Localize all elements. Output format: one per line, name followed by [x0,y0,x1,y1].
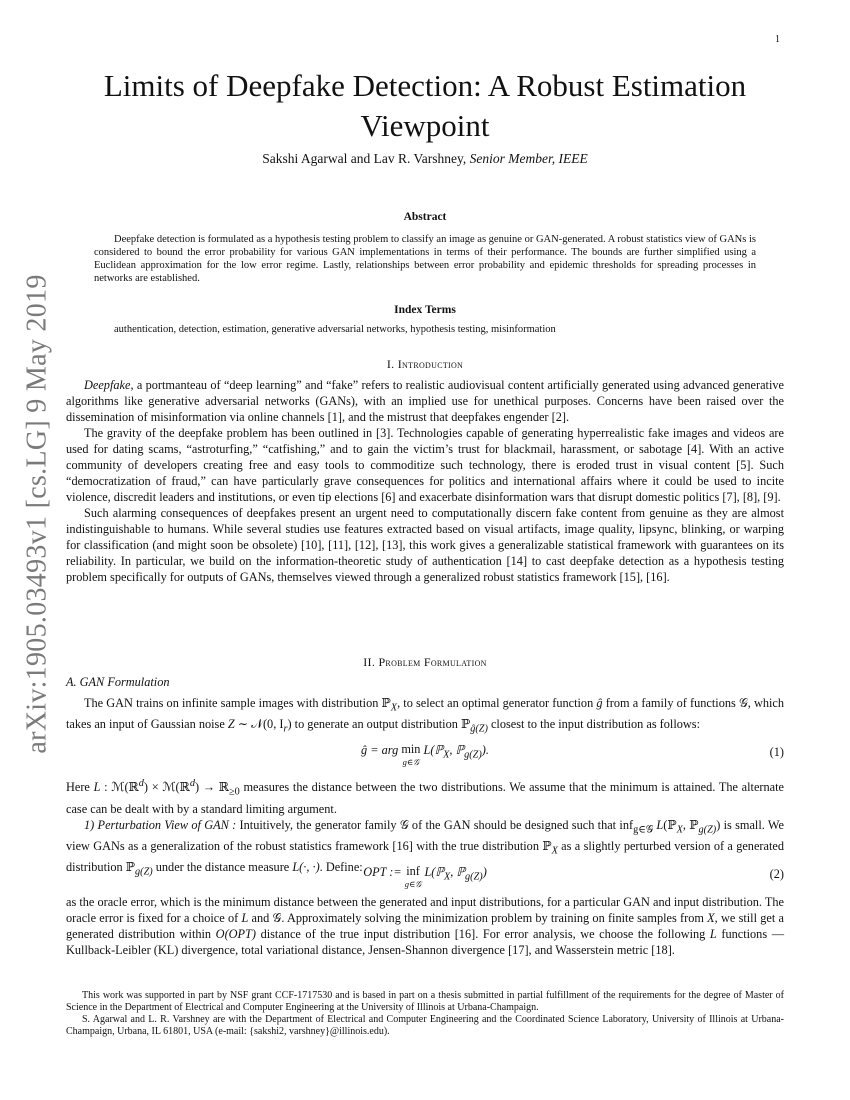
math-symbol: ĝ [596,696,603,710]
math-symbol: ℙ [455,743,465,757]
math-symbol: ℙ [125,860,136,875]
math-symbol: (OPT) [224,927,256,941]
math-symbol: L [93,780,101,795]
gan-paragraph-1 [66,695,784,738]
math-symbol: , [449,743,456,757]
section-title: Introduction [397,357,464,371]
gan-paragraph-4 [66,894,784,958]
arxiv-stamp-text: arXiv:1905.03493v1 [cs.LG] 9 May 2019 [22,274,54,754]
eq-lhs: OPT := [363,865,402,879]
math-symbol: ℙ [460,717,471,732]
math-symbol: , [450,865,457,879]
math-symbol: d [138,778,144,789]
footnotes [66,990,784,1038]
text-run: , we still get a generated distribution within [66,911,784,941]
gan-paragraph-2 [66,776,784,817]
math-symbol: ) [287,717,292,732]
section-heading-introduction [66,357,784,372]
text-run: closest to the input distribution as follows: [487,717,700,732]
math-symbol: L(·, ·) [292,860,320,875]
text-run: , to select an optimal generator function [397,696,597,710]
eq-op-text: min [401,742,421,756]
text-run: Intuitively, the generator family [236,817,400,832]
math-symbol: 𝒢 [399,817,409,832]
footnote-affiliation: S. Agarwal and L. R. Varshney are with the Department of Electrical and Computer Engineering and the Coordinated Science Laboratory, University of Illinois at Urbana-Champaign, Urbana, IL 61801, USA (e-mail: {sakshi2, varshney}@illinois.edu). [66,1014,784,1037]
text-run: . Define: [319,860,363,875]
math-symbol: g(Z) [465,871,483,883]
equation-number: (1) [769,745,784,759]
text-run: as the oracle error, which is the minimum distance between the generated and input distributions, for a particular GAN and input distribution. The oracle error is fixed for a choice of [66,895,784,925]
math-symbol: ℙ [542,839,552,853]
math-symbol: g∈𝒢 [633,824,654,835]
math-symbol: X [444,871,451,883]
math-symbol: X [551,845,558,857]
math-symbol: ) × ℳ(ℝ [143,780,190,795]
index-terms-heading: Index Terms [394,304,456,316]
text-run: of the GAN should be designed such that [408,817,620,832]
math-symbol: ) [716,817,721,832]
intro-paragraph-1 [66,377,784,425]
eq-operator [405,865,422,891]
text-run: . Approximately solving the minimization problem by training on finite samples from [281,911,708,925]
math-symbol: L [709,927,717,941]
math-symbol: ≥0 [228,786,240,798]
math-symbol: g(Z) [698,824,717,835]
math-symbol: d [189,778,195,789]
subsection-heading-gan-formulation: A. GAN Formulation [66,675,170,689]
math-symbol: L [241,911,249,925]
math-symbol: ∼ 𝒩(0, I [234,717,284,732]
text-run: measures the distance between the two distributions. We assume that the minimum is attained. The alternate case can be dealt with by a standard limiting argument. [66,780,784,816]
text-run: , which takes an input of Gaussian noise [66,696,785,732]
abstract-heading: Abstract [403,211,447,223]
gan-formulation-body [66,695,784,738]
math-symbol: ℙ [456,865,466,879]
equation-2 [66,865,784,891]
eq-lhs: ĝ = arg [361,743,399,757]
math-symbol: ) [481,743,486,757]
text-run: and [248,911,273,925]
introduction-body [66,377,784,585]
section-heading-problem-formulation [66,655,784,670]
text-run: from a family of functions [602,696,739,710]
eq-rhs: L(ℙ [423,743,444,757]
math-symbol: Z [227,717,235,732]
math-symbol: X [443,749,450,761]
math-symbol: , [682,817,690,832]
math-symbol: ℙ [667,817,677,832]
math-symbol: L [656,817,664,832]
math-symbol: ) [482,865,487,879]
math-symbol: ĝ(Z) [470,723,488,735]
deepfake-term: Deepfake [84,378,131,392]
text-run: The GAN trains on infinite sample images with distribution [84,696,382,710]
math-symbol: 𝒢 [738,696,748,710]
equation-1 [66,743,784,769]
math-symbol: : ℳ(ℝ [100,780,139,795]
eq-op-sub: g∈𝒢 [404,879,422,889]
section-numeral: II. [363,655,379,669]
math-symbol: g(Z) [135,866,153,878]
section-title: Problem Formulation [378,655,487,669]
equation-number: (2) [769,867,784,881]
equation-1-body: ĝ = arg min g∈𝒢 L(ℙ$_X$, ℙ$_{g(Z)}$). [361,742,489,767]
intro-paragraph-2: The gravity of the deepfake problem has been outlined in [3]. Technologies capable of generating hyperrealistic fake images and videos are used for dating scams, “astroturfing,” “catfishing,” and to gain the victim’s trust for blackmail, harassment, or sabotage [4]. With an active community of developers creating free and easy tools to commoditize such technology, there is eroded trust in visual content [5]. Such “democratization of fraud,” can have particularly grave consequences for politics and international affairs where it could be used to incite violence, discredit leaders and institutions, or even tip elections [6] and exacerbate disinformation wars that disrupt domestic politics [7], [8], [9]. [66,426,784,504]
math-symbol: g(Z) [464,749,482,761]
math-symbol: ) → ℝ [194,780,229,795]
author-role: Senior Member, IEEE [469,151,588,166]
math-symbol: O [215,927,225,941]
footnote-funding: This work was supported in part by NSF grant CCF-1717530 and is based in part on a thesis submitted in partial fulfillment of the requirements for the degree of Master of Science in the Department of Electrical and Computer Engineering at the University of Illinois at Urbana-Champaign. [66,990,784,1013]
author-names: Sakshi Agarwal and Lav R. Varshney, [262,151,470,166]
oracle-error-body [66,894,784,958]
section-numeral: I. [386,357,398,371]
text-run: functions — Kullback-Leibler (KL) divergence, total variational distance, Jensen-Shannon divergence [17], and Wasserstein metric [18]. [66,927,784,957]
author-line [60,151,790,167]
text-run: distance of the true input distribution [16]. For error analysis, we choose the following [255,927,710,941]
gan-paragraph-3: 1) Perturbation View of GAN : Intuitively, the generator family 𝒢 of the GAN should be designed such that inf$_{g\in 𝒢}$ L(ℙ$_X$, ℙ$_{g(Z)}$) is small. We view GANs as a generalization of the robust statistics framework [16] with the true distribution ℙ$_X$ as a slightly perturbed version of a generated distribution ℙ$_{g(Z)}$ under the distance measure L(·, ·). Define: [66,817,784,878]
math-symbol: inf [619,817,634,832]
page-number: 1 [775,34,780,45]
arxiv-side-stamp [8,264,68,764]
equation-2-body [66,865,784,891]
text-run: Here [66,780,94,795]
math-symbol: X [390,702,398,714]
text-run: to generate an output distribution [291,717,461,732]
math-symbol: ℙ [381,696,391,710]
text-run: as a slightly perturbed version of a generated distribution [66,839,784,875]
eq-op-sub: g∈𝒢 [402,757,420,767]
math-symbol: 𝒢 [272,911,282,925]
intro-paragraph-3: Such alarming consequences of deepfakes present an urgent need to computationally discern fake content from genuine as they are almost indistinguishable to humans. While several studies use features extracted based on visual artifacts, image quality, lipsync, blinking, or warping for classification (and might soon be obsolete) [10], [11], [12], [13], this work gives a generalizable statistical framework with guarantees on its reliability. In particular, we build on the information-theoretic study of authentication [14] to cast deepfake detection as a hypothesis testing problem specifically for outputs of GANs, themselves viewed through a generalized robust statistics framework [15], [16]. [66,506,784,584]
eq-op-text: inf [406,864,420,878]
text-run: under the distance measure [152,860,293,875]
index-terms-text: authentication, detection, estimation, generative adversarial networks, hypothesis testing, misinformation [114,324,556,335]
math-symbol: ℙ [689,817,699,832]
paper-title: Limits of Deepfake Detection: A Robust Estimation Viewpoint [103,68,747,143]
perturbation-label: 1) Perturbation View of GAN : [84,817,237,832]
math-symbol: X [676,824,683,835]
text-run: is small. We view GANs as a generalization of the robust statistics framework [16] with the true distribution [66,817,784,853]
math-symbol: X [707,911,715,925]
math-symbol: r [283,723,288,735]
eq-operator [401,743,420,769]
eq-rhs: L(ℙ [424,865,444,879]
abstract-text: Deepfake detection is formulated as a hypothesis testing problem to classify an image as genuine or GAN-generated. A robust statistics view of GANs is considered to bound the error probability for various GAN implementations in terms of their performance. The bounds are further simplified using a Euclidean approximation for the low error regime. Lastly, relationships between error probability and epidemic thresholds for spreading processes in networks are established. [94,234,756,284]
intro-paragraph-1-text: , a portmanteau of “deep learning” and “fake” refers to realistic audiovisual content artificially generated using advanced generative algorithms like generative adversarial networks (GANs), with an implied use for unethical purposes. Concerns have been raised over the dissemination of misinformation via online channels [1], and the mistrust that deepfakes engender [2]. [66,378,784,424]
